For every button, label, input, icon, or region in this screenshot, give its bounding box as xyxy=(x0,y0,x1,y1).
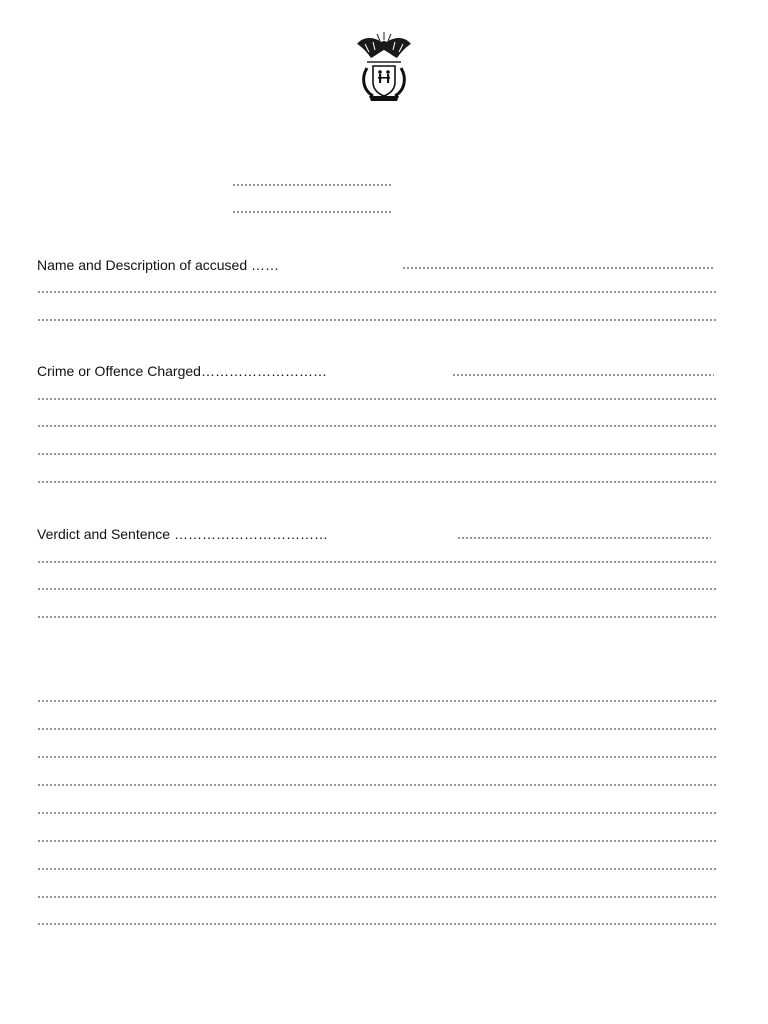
crime-field-line-1[interactable] xyxy=(452,374,714,376)
notes-line-9[interactable] xyxy=(37,923,718,925)
crime-field-line-2[interactable] xyxy=(37,398,718,400)
crime-field-line-4[interactable] xyxy=(37,453,718,455)
notes-line-6[interactable] xyxy=(37,840,718,842)
notes-line-3[interactable] xyxy=(37,756,718,758)
verdict-field-line-2[interactable] xyxy=(37,561,718,563)
notes-line-1[interactable] xyxy=(37,700,718,702)
notes-line-7[interactable] xyxy=(37,868,718,870)
verdict-sentence-label: Verdict and Sentence …………………………… xyxy=(37,526,328,542)
header-line-2[interactable] xyxy=(232,211,391,213)
notes-line-4[interactable] xyxy=(37,784,718,786)
verdict-field-line-3[interactable] xyxy=(37,588,718,590)
notes-line-5[interactable] xyxy=(37,812,718,814)
crime-field-line-3[interactable] xyxy=(37,425,718,427)
notes-line-8[interactable] xyxy=(37,896,718,898)
crime-offence-label: Crime or Offence Charged……………………… xyxy=(37,363,327,379)
name-field-line-1[interactable] xyxy=(402,267,713,269)
notes-line-2[interactable] xyxy=(37,728,718,730)
name-field-line-2[interactable] xyxy=(37,291,718,293)
header-line-1[interactable] xyxy=(232,184,391,186)
verdict-field-line-4[interactable] xyxy=(37,616,718,618)
name-description-label: Name and Description of accused …… xyxy=(37,257,279,273)
coat-of-arms-emblem xyxy=(355,30,413,102)
crime-field-line-5[interactable] xyxy=(37,481,718,483)
name-field-line-3[interactable] xyxy=(37,319,718,321)
verdict-field-line-1[interactable] xyxy=(457,537,711,539)
